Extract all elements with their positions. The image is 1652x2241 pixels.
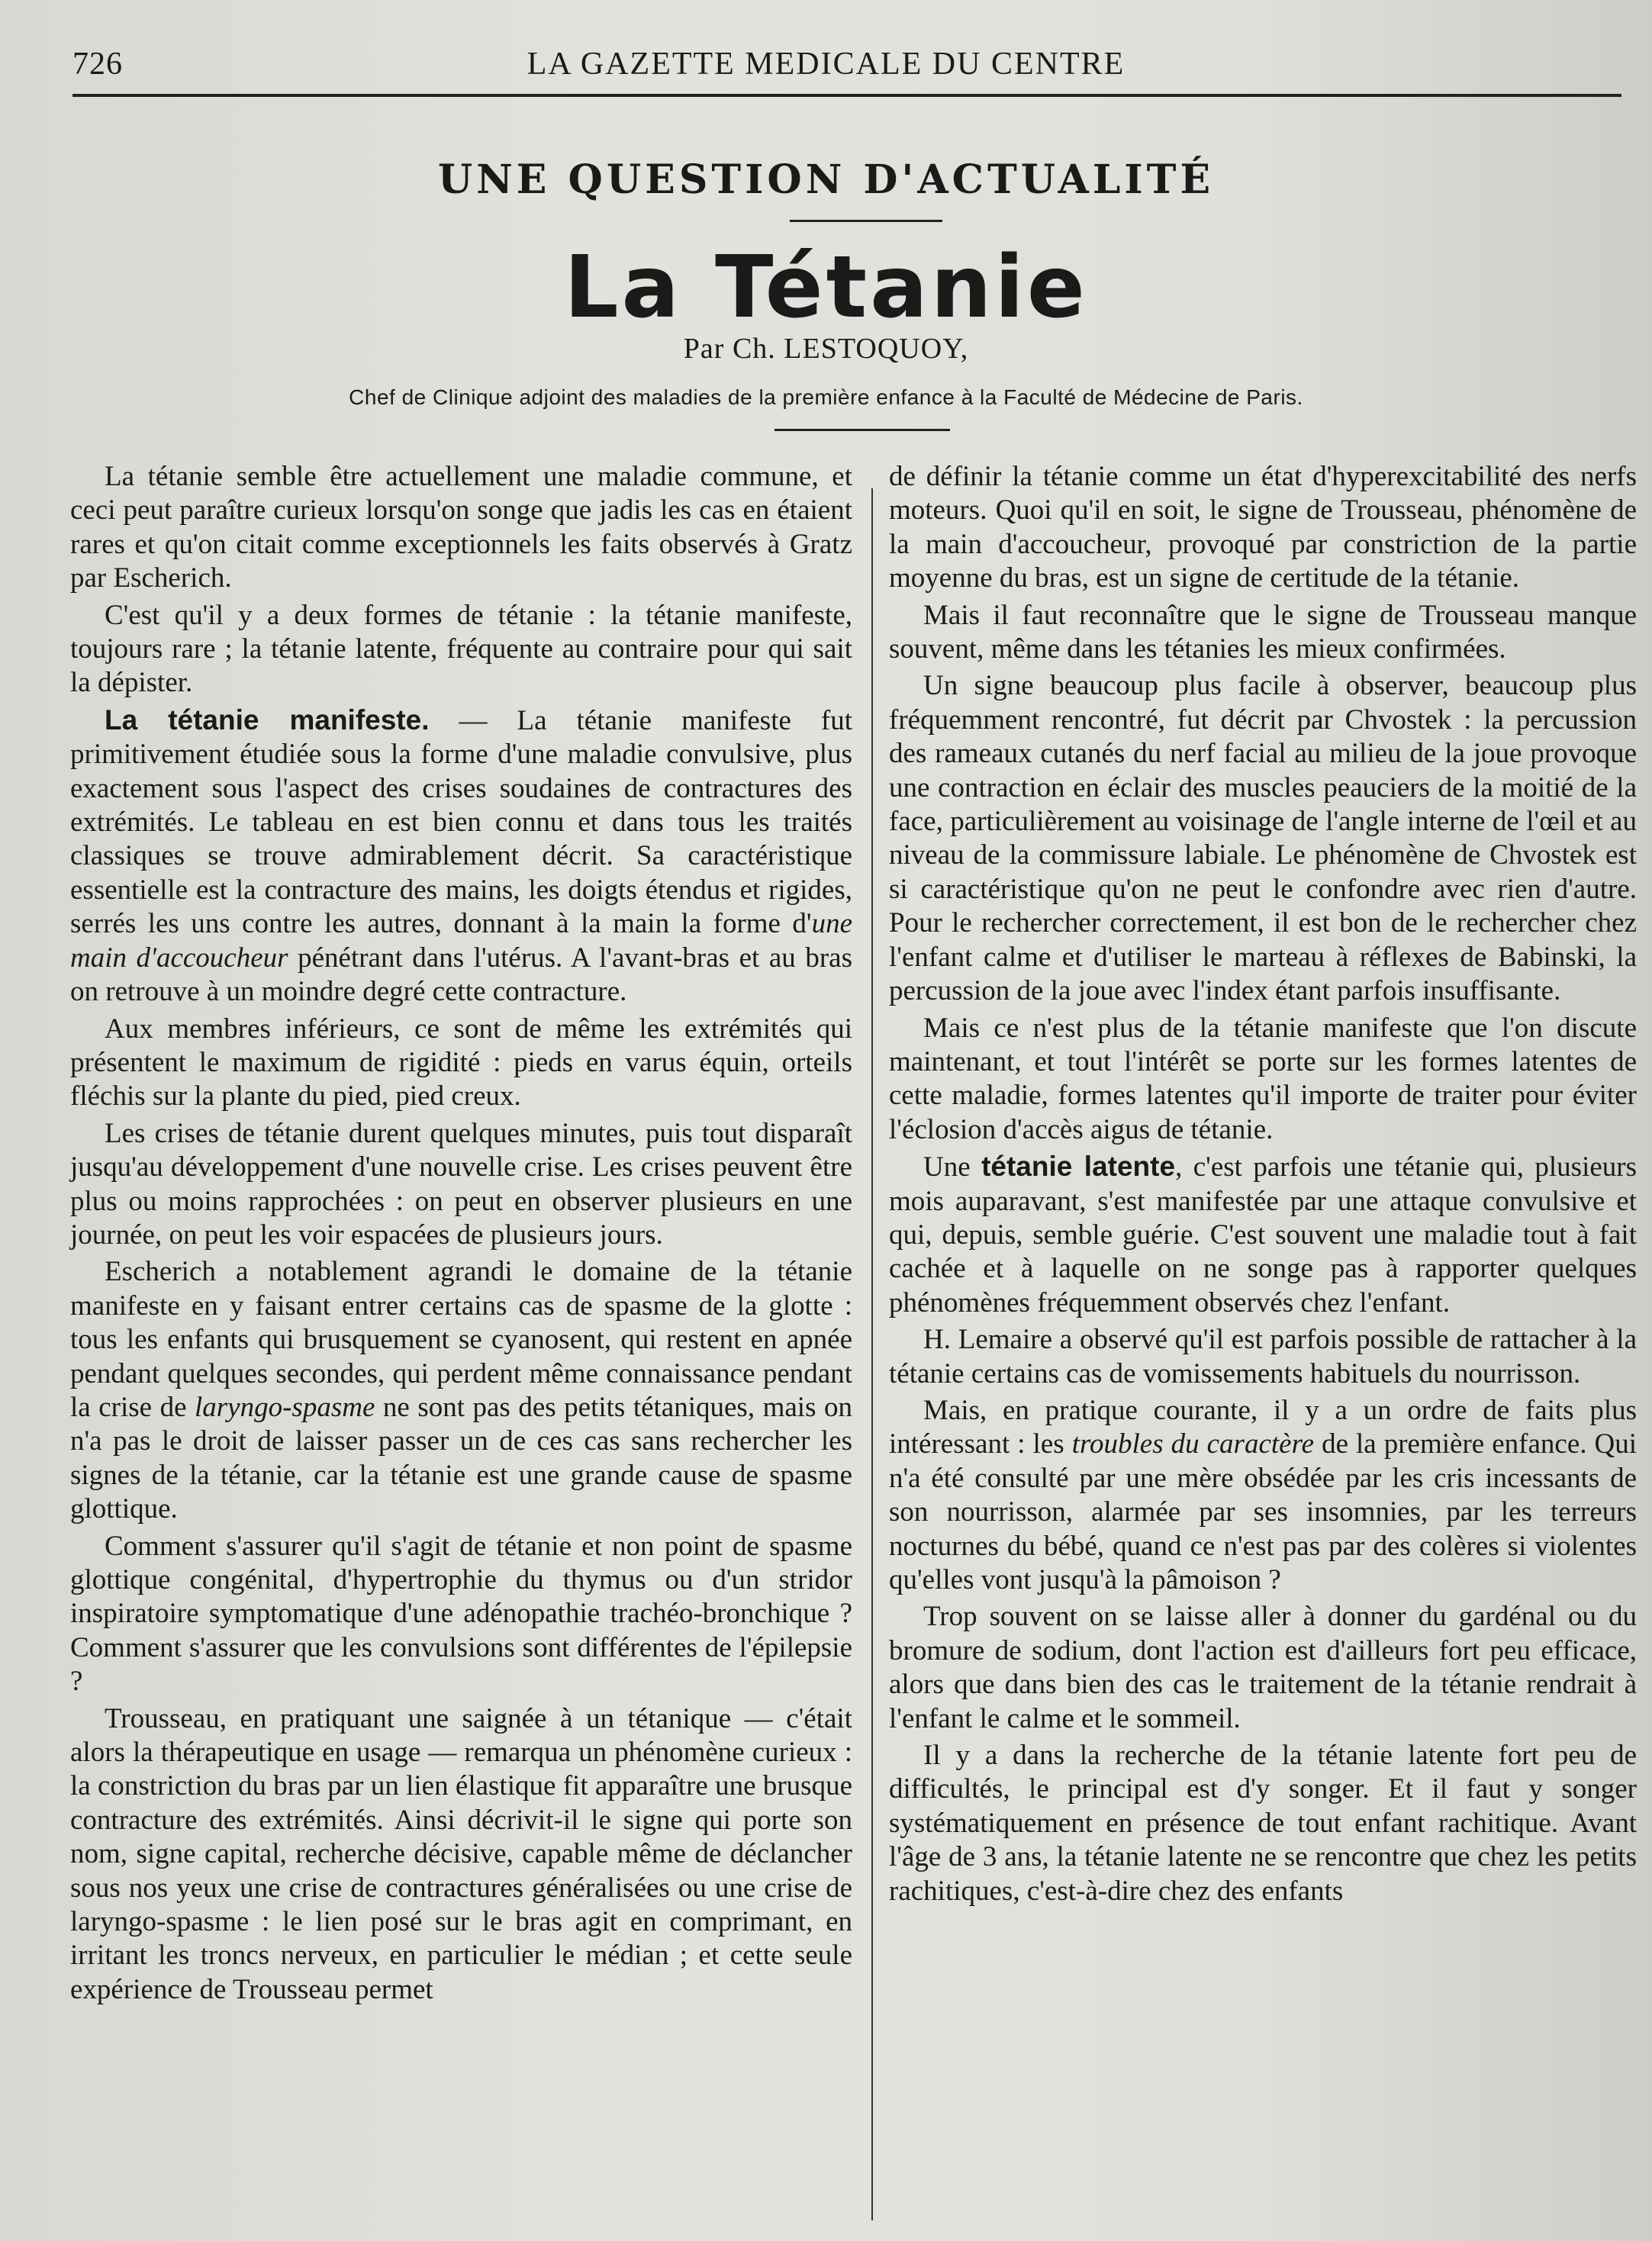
- right-column: [889, 460, 1637, 1911]
- section-heading: La tétanie manifeste.: [105, 704, 430, 736]
- header-rule: [72, 94, 1621, 97]
- journal-title: LA GAZETTE MEDICALE DU CENTRE: [527, 47, 1125, 82]
- paragraph-text: ne sont pas des petits tétaniques, mais on n'a pas le droit de laisser passer un de ces cas sans rechercher les signes de la tétanie, car la tétanie est une grande cause de spasme glottique.: [70, 1391, 852, 1525]
- page-number: 726: [72, 47, 123, 82]
- paragraph-text: — La tétanie manifeste fut primitivement étudiée sous la forme d'une maladie convulsive, plus exactement sous l'aspect des crises soudaines de contractures des extrémités. Le tableau en est bien connu et dans tous les traités classiques se trouve admirablement décrit. Sa caractéristique essentielle est la contracture des mains, les doigts étendus et rigides, serrés les uns contre les autres, donnant à la main la forme d': [70, 704, 853, 940]
- paragraph: Un signe beaucoup plus facile à observer, beaucoup plus fréquemment rencontré, fut décrit par Chvostek : la percussion des rameaux cutanés du nerf facial au milieu de la joue provoque une contraction en éclair des muscles peauciers de la moitié de la face, particulièrement au voisinage de l'angle interne de l'œil et au niveau de la commissure labiale. Le phénomène de Chvostek est si caractéristique qu'on ne peut le confondre avec rien d'autre. Pour le rechercher correctement, il est bon de le rechercher chez l'enfant calme et d'utiliser le marteau à réflexes de Babinski, la percussion de la joue avec l'index étant parfois insuffisante.: [889, 670, 1637, 1007]
- paragraph: [70, 1255, 852, 1526]
- paragraph: Les crises de tétanie durent quelques minutes, puis tout disparaît jusqu'au développement d'une nouvelle crise. Les crises peuvent être plus ou moins rapprochées : on peut en observer plusieurs en une journée, on peut les voir espacées de plusieurs jours.: [70, 1117, 852, 1251]
- paragraph-text: Escherich a notablement agrandi le domaine de la tétanie manifeste en y faisant entrer certains cas de spasme de la glotte : tous les enfants qui brusquement se cyanosent, qui restent en apnée pendant quelques secondes, qui perdent même connaissance pendant la crise de: [70, 1256, 852, 1423]
- paragraph: Comment s'assurer qu'il s'agit de tétanie et non point de spasme glottique congénital, d'hypertrophie du thymus ou d'un stridor inspiratoire symptomatique d'une adénopathie trachéo-bronchique ? Comment s'assurer que les convulsions sont différentes de l'épilepsie ?: [70, 1530, 852, 1698]
- paragraph: [70, 704, 852, 1009]
- article-title: La Tétanie: [564, 238, 1088, 337]
- paragraph-text: de la première enfance. Qui n'a été consulté par une mère obsédée par les cris incessants de son nourrisson, alarmée par ses insomnies, par les terreurs nocturnes du bébé, quand ce n'est pas par des colères si violentes qu'elles vont jusqu'à la pâmoison ?: [889, 1428, 1638, 1595]
- title-rule-bottom: [774, 429, 950, 431]
- paragraph: [889, 1394, 1637, 1597]
- italic-term: laryngo-spasme: [195, 1391, 375, 1423]
- author-affiliation: Chef de Clinique adjoint des maladies de la première enfance à la Faculté de Médecine de Paris.: [349, 385, 1303, 409]
- paragraph: Mais ce n'est plus de la tétanie manifeste que l'on discute maintenant, et tout l'intérêt se porte sur les formes latentes de cette maladie, formes latentes qu'il importe de traiter pour éviter l'éclosion d'accès aigus de tétanie.: [889, 1012, 1637, 1145]
- left-column: [70, 460, 852, 2010]
- paragraph-text: pénétrant dans l'utérus. A l'avant-bras et au bras on retrouve à un moindre degré cette contracture.: [70, 942, 852, 1008]
- paragraph: Aux membres inférieurs, ce sont de même les extrémités qui présentent le maximum de rigidité : pieds en varus équin, orteils fléchis sur la plante du pied, pied creux.: [70, 1013, 852, 1112]
- italic-term: une main d'accoucheur: [70, 908, 852, 974]
- paragraph: C'est qu'il y a deux formes de tétanie : la tétanie manifeste, toujours rare ; la tétanie latente, fréquente au contraire pour qui sait la dépister.: [70, 599, 852, 699]
- bold-term: tétanie latente: [981, 1151, 1176, 1183]
- title-rule-top: [790, 220, 942, 222]
- paragraph: de définir la tétanie comme un état d'hyperexcitabilité des nerfs moteurs. Quoi qu'il en soit, le signe de Trousseau, phénomène de la main d'accoucheur, provoqué par constriction de la partie moyenne du bras, est un signe de certitude de la tétanie.: [889, 461, 1637, 594]
- paragraph: H. Lemaire a observé qu'il est parfois possible de rattacher à la tétanie certains cas de vomissements habituels du nourrisson.: [889, 1324, 1637, 1389]
- column-divider: [871, 488, 873, 2220]
- article-byline: Par Ch. LESTOQUOY,: [683, 333, 969, 365]
- paragraph-text: , c'est parfois une tétanie qui, plusieurs mois auparavant, s'est manifestée par une attaque convulsive et qui, depuis, semble guérie. C'est souvent une maladie tout à fait cachée et à laquelle on ne songe pas à rapporter quelques phénomènes fréquemment observés chez l'enfant.: [889, 1151, 1637, 1319]
- article-kicker: UNE QUESTION D'ACTUALITÉ: [437, 156, 1215, 203]
- paragraph: Il y a dans la recherche de la tétanie latente fort peu de difficultés, le principal est d'y songer. Et il faut y songer systématiquement en présence de tout enfant rachitique. Avant l'âge de 3 ans, la tétanie latente ne se rencontre que chez les petits rachitiques, c'est-à-dire chez des enfants: [889, 1740, 1637, 1907]
- paragraph-text: Mais, en pratique courante, il y a un ordre de faits plus intéressant : les: [889, 1394, 1637, 1460]
- paragraph: Trousseau, en pratiquant une saignée à un tétanique — c'était alors la thérapeutique en usage — remarqua un phénomène curieux : la constriction du bras par un lien élastique fit apparaître une brusque contracture des extrémités. Ainsi décrivit-il le signe qui porte son nom, signe capital, recherche décisive, capable même de déclancher sous nos yeux une crise de contractures généralisées ou une crise de laryngo-spasme : le lien posé sur le bras agit en comprimant, en irritant les troncs nerveux, en particulier le médian ; et cette seule expérience de Trousseau permet: [70, 1702, 852, 2005]
- italic-term: troubles du caractère: [1071, 1428, 1315, 1460]
- paragraph: [889, 1150, 1637, 1320]
- running-head: [72, 46, 1580, 92]
- paragraph: Trop souvent on se laisse aller à donner du gardénal ou du bromure de sodium, dont l'action est d'ailleurs fort peu efficace, alors que dans bien des cas le traitement de la tétanie rendrait à l'enfant le calme et le sommeil.: [889, 1601, 1637, 1734]
- paragraph: La tétanie semble être actuellement une maladie commune, et ceci peut paraître curieux lorsqu'on songe que jadis les cas en étaient rares et qu'on citait comme exceptionnels les faits observés à Gratz par Escherich.: [70, 461, 852, 594]
- paragraph: Mais il faut reconnaître que le signe de Trousseau manque souvent, même dans les tétanies les mieux confirmées.: [889, 599, 1637, 665]
- paragraph-text: Une: [923, 1151, 982, 1183]
